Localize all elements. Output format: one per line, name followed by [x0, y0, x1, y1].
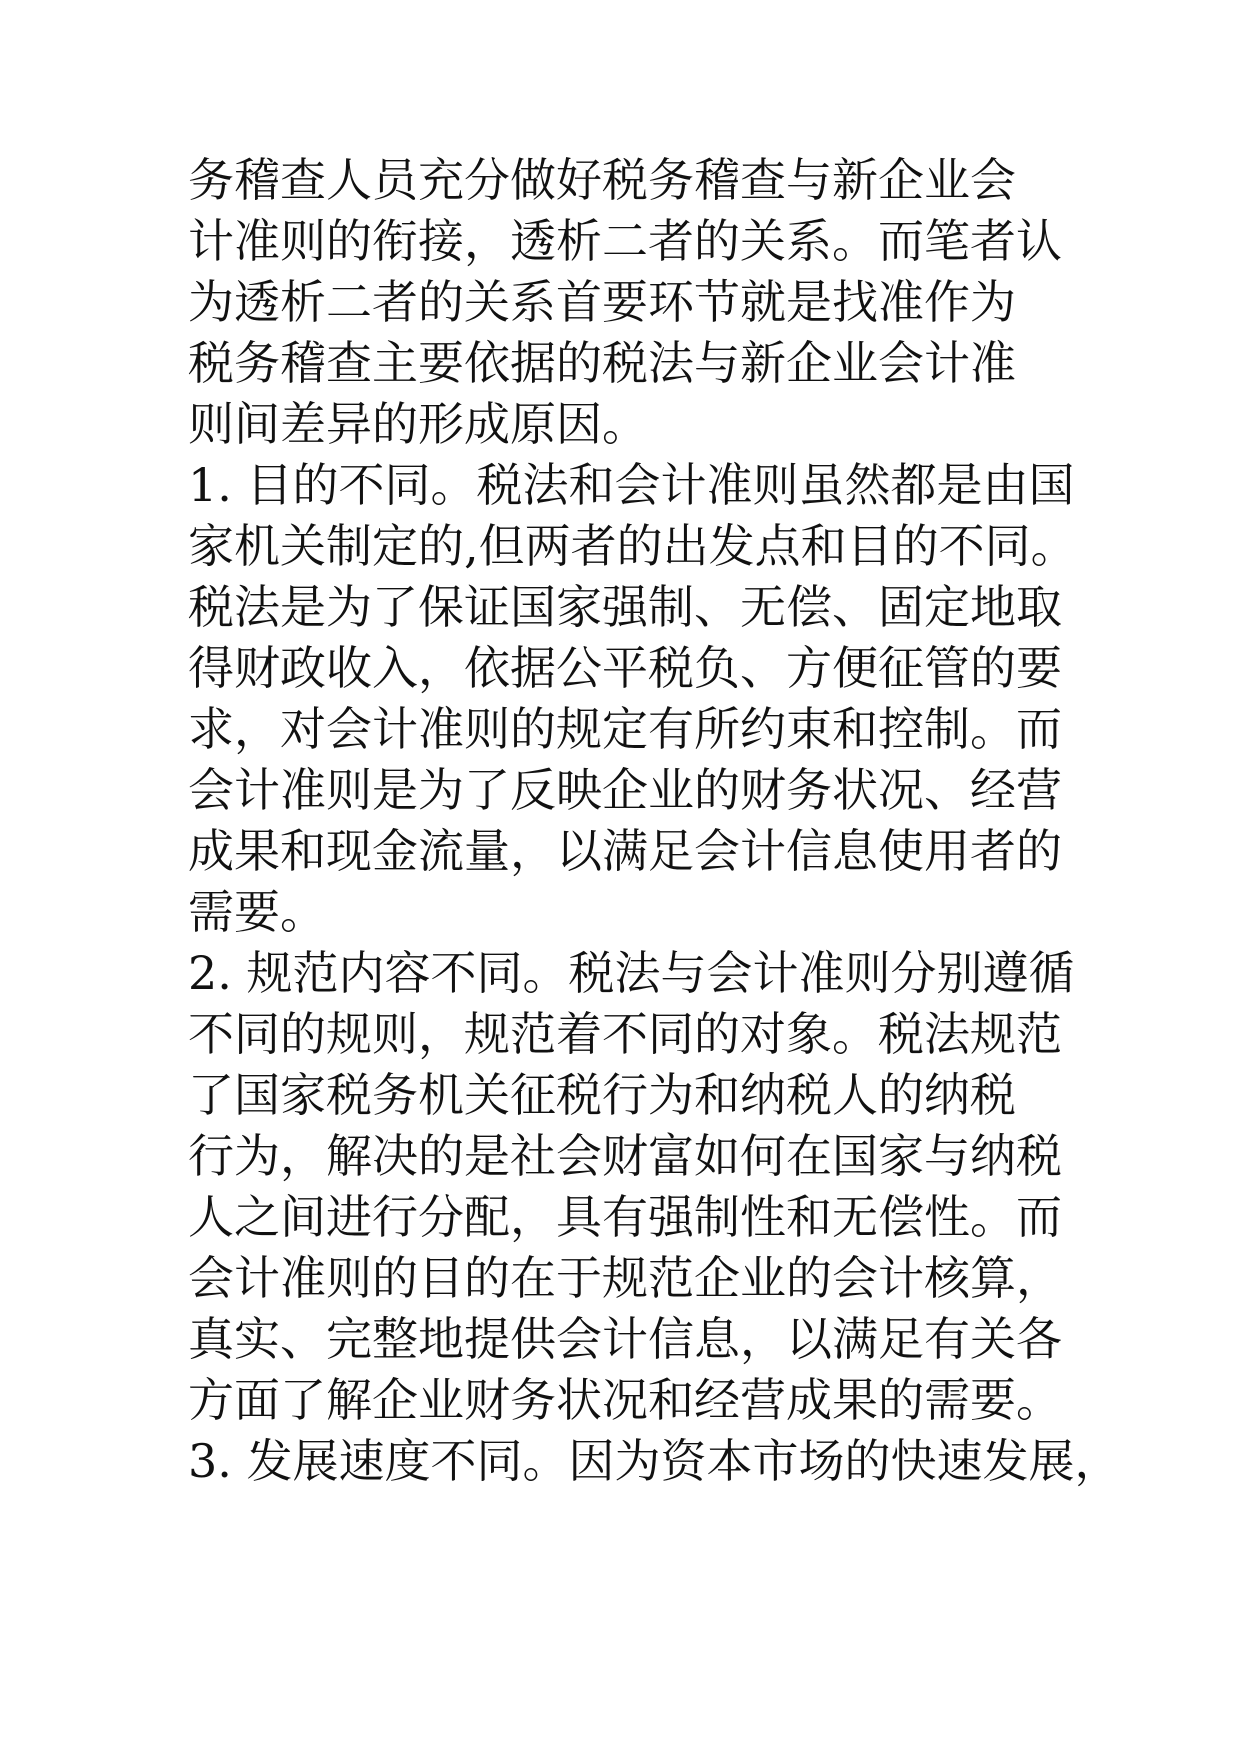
- text-line: 家机关制定的,但两者的出发点和目的不同。: [188, 519, 1077, 573]
- text-line: 真实、完整地提供会计信息，以满足有关各: [188, 1312, 1062, 1366]
- text-line: 2. 规范内容不同。税法与会计准则分别遵循: [188, 946, 1075, 1000]
- text-line: 1. 目的不同。税法和会计准则虽然都是由国: [188, 458, 1075, 512]
- text-line: 则间差异的形成原因。: [188, 397, 648, 451]
- text-line: 不同的规则，规范着不同的对象。税法规范: [188, 1007, 1062, 1061]
- text-line: 人之间进行分配，具有强制性和无偿性。而: [188, 1190, 1062, 1244]
- text-line: 计准则的衔接，透析二者的关系。而笔者认: [188, 214, 1062, 268]
- text-line: 成果和现金流量，以满足会计信息使用者的: [188, 824, 1062, 878]
- text-line: 税法是为了保证国家强制、无偿、固定地取: [188, 580, 1062, 634]
- text-line: 务稽查人员充分做好税务稽查与新企业会: [188, 153, 1016, 207]
- text-line: 会计准则是为了反映企业的财务状况、经营: [188, 763, 1062, 817]
- text-line: 了国家税务机关征税行为和纳税人的纳税: [188, 1068, 1016, 1122]
- text-line: 行为，解决的是社会财富如何在国家与纳税: [188, 1129, 1062, 1183]
- text-line: 会计准则的目的在于规范企业的会计核算，: [188, 1251, 1062, 1305]
- text-line: 需要。: [188, 885, 326, 939]
- text-line: 税务稽查主要依据的税法与新企业会计准: [188, 336, 1016, 390]
- text-line: 得财政收入，依据公平税负、方便征管的要: [188, 641, 1062, 695]
- text-line: 3. 发展速度不同。因为资本市场的快速发展，: [188, 1434, 1121, 1488]
- body-text: [188, 150, 1121, 1492]
- text-line: 方面了解企业财务状况和经营成果的需要。: [188, 1373, 1062, 1427]
- text-line: 求，对会计准则的规定有所约束和控制。而: [188, 702, 1062, 756]
- text-line: 为透析二者的关系首要环节就是找准作为: [188, 275, 1016, 329]
